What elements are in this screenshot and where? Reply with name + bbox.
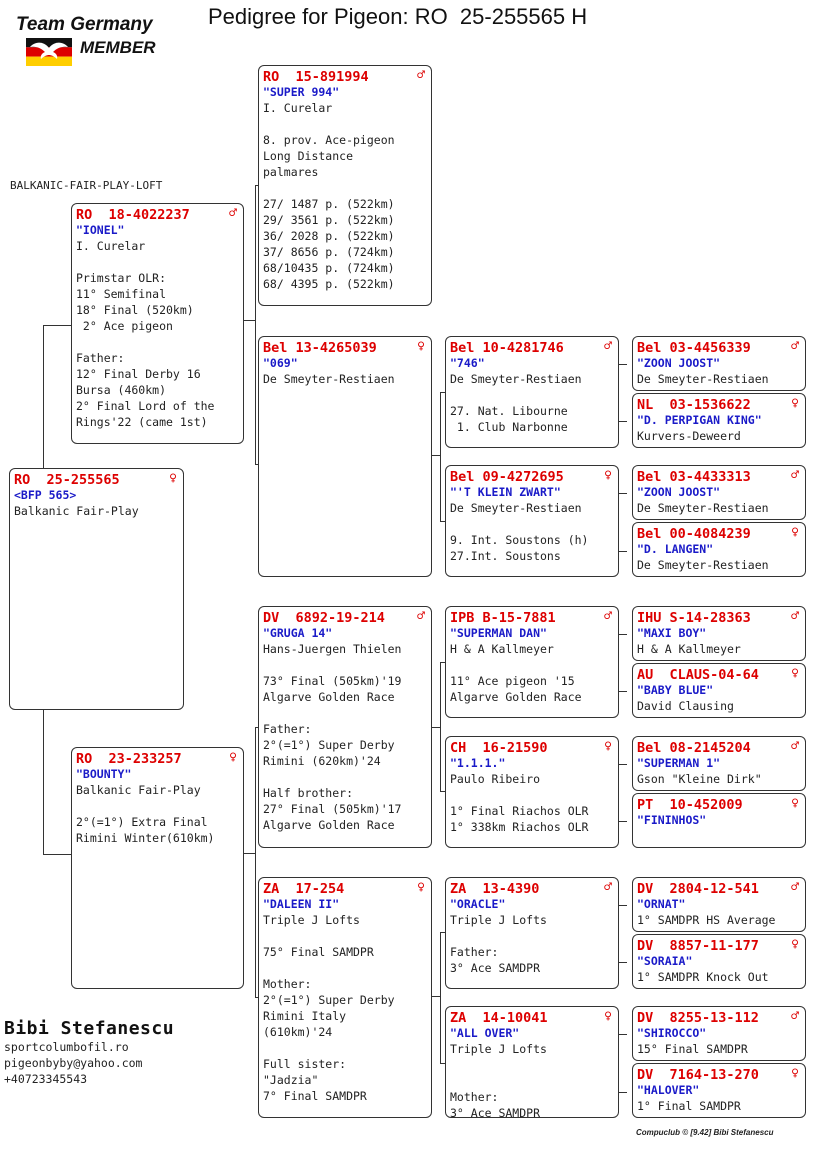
male-symbol-icon: ♂ [417,609,425,624]
info-line: 9. Int. Soustons (h) [450,533,589,547]
connector [618,905,627,963]
info-line: 1. Club Narbonne [450,420,568,434]
info-line: 73° Final (505km)'19 [263,674,402,688]
info-line: Algarve Golden Race [263,690,395,704]
info-line: 2° Ace pigeon [76,319,173,333]
connector [43,325,72,469]
info-line: Bursa (460km) [76,383,167,397]
ring-number: Bel 03-4433313 [637,469,751,485]
info-line: Father: [450,945,499,959]
male-symbol-icon: ♂ [791,609,799,624]
info-line: Triple J Lofts [263,913,360,927]
ring-number: DV 7164-13-270 [637,1067,759,1083]
info-line: 37/ 8656 p. (724km) [263,245,395,259]
ring-number: ZA 17-254 [263,881,345,897]
loft-name: BALKANIC-FAIR-PLAY-LOFT [10,179,163,192]
pigeon-name: "ORACLE" [450,897,506,911]
info-line: H & A Kallmeyer [450,642,554,656]
pigeon-name: "SHIROCCO" [637,1026,707,1040]
female-symbol-icon: ♀ [604,468,612,483]
pigeon-name: "GRUGA 14" [263,626,333,640]
female-symbol-icon: ♀ [791,937,799,952]
pigeon-name: "BOUNTY" [76,767,132,781]
spacer [263,960,427,976]
connector [43,709,72,855]
pigeon-name: "ALL OVER" [450,1026,520,1040]
author-block [4,1018,174,1087]
info-line: Algarve Golden Race [450,690,582,704]
pigeon-name: "D. PERPIGAN KING" [637,413,762,427]
pigeon-card-dam-dam[interactable] [258,877,432,1118]
pigeon-name: "MAXI BOY" [637,626,707,640]
male-symbol-icon: ♂ [417,68,425,83]
ring-number: ZA 13-4390 [450,881,540,897]
pigeon-card-dam-sire-sire[interactable] [445,606,619,718]
pigeon-card-sire-dam-sire[interactable] [445,336,619,448]
female-symbol-icon: ♀ [169,471,177,486]
info-line: 15° Final SAMDPR [637,1042,748,1056]
info-line: Kurvers-Deweerd [637,429,741,443]
pigeon-card-sire-dam-dam[interactable] [445,465,619,577]
ring-number: Bel 03-4456339 [637,340,751,356]
info-line: De Smeyter-Restiaen [450,372,582,386]
pigeon-name: "746" [450,356,485,370]
spacer [450,787,614,803]
logo-line1: Team Germany [16,14,153,35]
connector [618,493,627,552]
pigeon-name: <BFP 565> [14,488,77,502]
pigeon-card-dsdd[interactable] [632,793,806,848]
info-line: Long Distance [263,149,354,163]
spacer [76,798,239,814]
info-line: De Smeyter-Restiaen [450,501,582,515]
ring-number: AU CLAUS-04-64 [637,667,759,683]
female-symbol-icon: ♀ [229,750,237,765]
ring-number: IPB B-15-7881 [450,610,556,626]
spacer [263,180,427,196]
info-line: De Smeyter-Restiaen [637,558,769,572]
info-line: 1° SAMDPR Knock Out [637,970,769,984]
info-line: Half brother: [263,786,354,800]
spacer [263,705,427,721]
ring-number: Bel 09-4272695 [450,469,564,485]
info-line: 27/ 1487 p. (522km) [263,197,395,211]
connector [431,727,440,729]
connector [618,1034,627,1093]
pigeon-card-ddsd[interactable] [632,934,806,989]
pigeon-card-dam-sire[interactable] [258,606,432,848]
pigeon-name: "FININHOS" [637,813,707,827]
ring-number: Bel 13-4265039 [263,340,377,356]
pigeon-name: "SUPERMAN DAN" [450,626,547,640]
info-line: palmares [263,165,319,179]
spacer [450,657,614,673]
info-line: David Clausing [637,699,734,713]
spacer [450,516,614,532]
pigeon-card-ddss[interactable] [632,877,806,932]
pigeon-card-dam-sire-dam[interactable] [445,736,619,848]
info-line: 18° Final (520km) [76,303,194,317]
info-line: 75° Final SAMDPR [263,945,374,959]
female-symbol-icon: ♀ [417,339,425,354]
male-symbol-icon: ♂ [791,739,799,754]
info-line: De Smeyter-Restiaen [263,372,395,386]
female-symbol-icon: ♀ [417,880,425,895]
info-line: 1° Final SAMDPR [637,1099,741,1113]
author-name: Bibi Stefanescu [4,1018,175,1039]
german-flag-bird-icon [26,38,72,66]
pigeon-name: "SUPER 994" [263,85,340,99]
spacer [450,1057,614,1073]
spacer [76,254,239,270]
pigeon-card-sddd[interactable] [632,522,806,577]
info-line: 12° Final Derby 16 [76,367,201,381]
info-line: 2°(=1°) Super Derby [263,993,395,1007]
pigeon-name: "ZOON JOOST" [637,356,721,370]
info-line: 1° 338km Riachos OLR [450,820,589,834]
pigeon-name: "DALEEN II" [263,897,340,911]
info-line: 11° Semifinal [76,287,167,301]
pigeon-name: "HALOVER" [637,1083,700,1097]
info-line: Algarve Golden Race [263,818,395,832]
info-line: 2° Final Lord of the [76,399,215,413]
info-line: I. Curelar [76,239,146,253]
ring-number: NL 03-1536622 [637,397,751,413]
ring-number: DV 8857-11-177 [637,938,759,954]
connector [431,996,440,998]
female-symbol-icon: ♀ [604,1009,612,1024]
info-line: Rimini (620km)'24 [263,754,381,768]
pigeon-name: "ORNAT" [637,897,686,911]
info-line: 1° Final Riachos OLR [450,804,589,818]
info-line: Balkanic Fair-Play [76,783,201,797]
connector [243,320,255,322]
info-line: Paulo Ribeiro [450,772,541,786]
female-symbol-icon: ♀ [791,396,799,411]
female-symbol-icon: ♀ [604,739,612,754]
pigeon-name: "IONEL" [76,223,125,237]
info-line: H & A Kallmeyer [637,642,741,656]
info-line: Gson "Kleine Dirk" [637,772,762,786]
info-line: 2°(=1°) Super Derby [263,738,395,752]
pigeon-card-sire-dam[interactable] [258,336,432,577]
ring-number: DV 6892-19-214 [263,610,385,626]
spacer [450,1073,614,1089]
info-line: Primstar OLR: [76,271,167,285]
ring-number: Bel 08-2145204 [637,740,751,756]
connector [618,364,627,422]
ring-number: PT 10-452009 [637,797,743,813]
spacer [450,928,614,944]
ring-number: Bel 10-4281746 [450,340,564,356]
info-line: (610km)'24 [263,1025,333,1039]
info-line: Mother: [263,977,312,991]
male-symbol-icon: ♂ [604,339,612,354]
connector [618,634,627,692]
pigeon-card-dam[interactable] [71,747,244,989]
logo-line2: MEMBER [80,38,156,57]
author-email[interactable]: pigeonbyby@yahoo.com [4,1056,143,1070]
info-line: 1° SAMDPR HS Average [637,913,776,927]
pigeon-name: "SUPERMAN 1" [637,756,721,770]
spacer [263,928,427,944]
male-symbol-icon: ♂ [791,1009,799,1024]
info-line: De Smeyter-Restiaen [637,501,769,515]
pigeon-card-sdds[interactable] [632,465,806,520]
pigeon-card-dddd[interactable] [632,1063,806,1118]
ring-number: ZA 14-10041 [450,1010,548,1026]
ring-number: RO 15-891994 [263,69,369,85]
pigeon-card-dsds[interactable] [632,736,806,791]
info-line: 3° Ace SAMDPR [450,1106,541,1118]
info-line: Triple J Lofts [450,1042,547,1056]
info-line: Triple J Lofts [450,913,547,927]
info-line: 36/ 2028 p. (522km) [263,229,395,243]
ring-number: DV 8255-13-112 [637,1010,759,1026]
info-line: Father: [76,351,125,365]
pigeon-name: "069" [263,356,298,370]
female-symbol-icon: ♀ [791,796,799,811]
male-symbol-icon: ♂ [229,206,237,221]
info-line: 11° Ace pigeon '15 [450,674,575,688]
pigeon-name: "ZOON JOOST" [637,485,721,499]
info-line: "Jadzia" [263,1073,319,1087]
female-symbol-icon: ♀ [791,1066,799,1081]
pigeon-card-subject[interactable] [9,468,184,710]
info-line: 68/ 4395 p. (522km) [263,277,395,291]
team-germany-logo [14,14,174,70]
female-symbol-icon: ♀ [791,525,799,540]
info-line: Full sister: [263,1057,347,1071]
info-line: 68/10435 p. (724km) [263,261,395,275]
pigeon-card-dsss[interactable] [632,606,806,661]
spacer [76,334,239,350]
ring-number: CH 16-21590 [450,740,548,756]
spacer [263,769,427,785]
info-line: Hans-Juergen Thielen [263,642,402,656]
ring-number: Bel 00-4084239 [637,526,751,542]
info-line: 29/ 3561 p. (522km) [263,213,395,227]
info-line: Mother: [450,1090,499,1104]
info-line: Rimini Italy [263,1009,347,1023]
pigeon-card-dam-dam-dam[interactable] [445,1006,619,1118]
pigeon-card-sdsd[interactable] [632,393,806,448]
info-line: I. Curelar [263,101,333,115]
spacer [263,1040,427,1056]
spacer [450,387,614,403]
ring-number: IHU S-14-28363 [637,610,751,626]
spacer [263,657,427,673]
pigeon-card-sdss[interactable] [632,336,806,391]
female-symbol-icon: ♀ [791,666,799,681]
info-line: 2°(=1°) Extra Final [76,815,208,829]
author-phone: +40723345543 [4,1072,88,1086]
pigeon-card-ddds[interactable] [632,1006,806,1061]
pigeon-name: "BABY BLUE" [637,683,714,697]
pigeon-card-sire[interactable] [71,203,244,444]
info-line: De Smeyter-Restiaen [637,372,769,386]
ring-number: RO 18-4022237 [76,207,190,223]
footer-credit: Compuclub © [9.42] Bibi Stefanescu [636,1128,774,1137]
author-website[interactable]: sportcolumbofil.ro [4,1040,129,1054]
connector [618,764,627,822]
info-line: 27.Int. Soustons [450,549,561,563]
pigeon-card-dam-dam-sire[interactable] [445,877,619,989]
pigeon-name: "SORAIA" [637,954,693,968]
pigeon-card-sire-sire[interactable] [258,65,432,306]
male-symbol-icon: ♂ [791,468,799,483]
info-line: 7° Final SAMDPR [263,1089,367,1103]
male-symbol-icon: ♂ [791,339,799,354]
connector [431,455,440,457]
info-line: 3° Ace SAMDPR [450,961,541,975]
info-line: Balkanic Fair-Play [14,504,139,518]
ring-number: RO 25-255565 [14,472,120,488]
male-symbol-icon: ♂ [791,880,799,895]
info-line: 27° Final (505km)'17 [263,802,402,816]
spacer [263,116,427,132]
male-symbol-icon: ♂ [604,609,612,624]
ring-number: DV 2804-12-541 [637,881,759,897]
ring-number: RO 23-233257 [76,751,182,767]
pigeon-card-dssd[interactable] [632,663,806,718]
info-line: Rings'22 (came 1st) [76,415,208,429]
info-line: Father: [263,722,312,736]
info-line: Rimini Winter(610km) [76,831,215,845]
pigeon-name: "'T KLEIN ZWART" [450,485,561,499]
pigeon-name: "1.1.1." [450,756,506,770]
male-symbol-icon: ♂ [604,880,612,895]
connector [243,853,255,855]
pigeon-name: "D. LANGEN" [637,542,714,556]
info-line: 8. prov. Ace-pigeon [263,133,395,147]
info-line: 27. Nat. Libourne [450,404,568,418]
page-title: Pedigree for Pigeon: RO 25-255565 H [208,4,588,29]
